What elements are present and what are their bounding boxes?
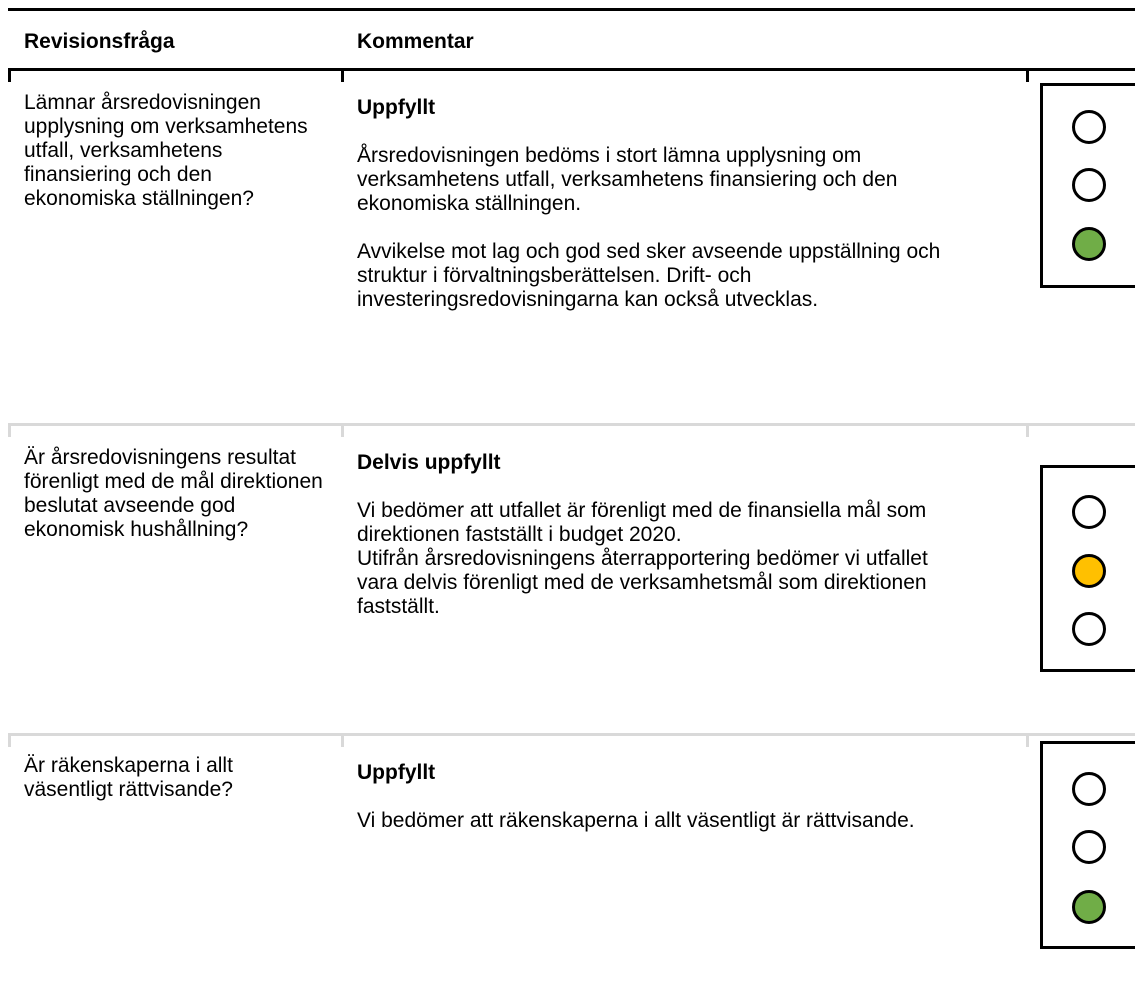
traffic-lamp-green — [1072, 612, 1106, 646]
cell-divider — [341, 733, 344, 747]
cell-divider — [8, 423, 11, 437]
cell-divider — [8, 733, 11, 747]
table-top-rule — [8, 8, 1135, 11]
traffic-lamp-yellow — [1072, 168, 1106, 202]
traffic-lamp-green — [1072, 890, 1106, 924]
cell-divider — [1026, 733, 1029, 747]
comment-paragraph: Vi bedömer att utfallet är förenligt med de finansiella mål som direktionen fastställt i budget 2020. — [357, 499, 927, 546]
status-label: Uppfyllt — [357, 96, 436, 119]
header-comment: Kommentar — [357, 30, 474, 53]
row-separator — [8, 423, 1135, 426]
comment-paragraph: Avvikelse mot lag och god sed sker avseende uppställning och struktur i förvaltningsberättelsen. Drift- och investeringsredovisningarna kan också utvecklas. — [357, 240, 941, 311]
traffic-lamp-red — [1072, 495, 1106, 529]
traffic-lamp-green — [1072, 227, 1106, 261]
table-row-comment — [357, 761, 967, 833]
row-separator — [8, 733, 1135, 736]
header-question: Revisionsfråga — [24, 30, 175, 53]
traffic-light-icon — [1040, 83, 1135, 288]
table-row-question: Är årsredovisningens resultat förenligt med de mål direktionen beslutat avseende god ekonomisk hushållning? — [24, 446, 323, 541]
comment-paragraph: Vi bedömer att räkenskaperna i allt väsentligt är rättvisande. — [357, 809, 915, 832]
traffic-light-icon — [1040, 465, 1135, 672]
table-row-question: Lämnar årsredovisningen upplysning om verksamhetens utfall, verksamhetens finansiering och den ekonomiska ställningen? — [24, 91, 308, 210]
traffic-lamp-red — [1072, 772, 1106, 806]
traffic-light-icon — [1040, 741, 1135, 949]
status-label: Delvis uppfyllt — [357, 451, 501, 474]
cell-divider — [1026, 423, 1029, 437]
table-row-comment — [357, 451, 967, 619]
cell-divider — [341, 423, 344, 437]
traffic-lamp-yellow — [1072, 554, 1106, 588]
comment-paragraph: Utifrån årsredovisningens återrapportering bedömer vi utfallet vara delvis förenligt med de verksamhetsmål som direktionen fastställt. — [357, 547, 928, 618]
traffic-lamp-red — [1072, 110, 1106, 144]
header-bottom-rule — [8, 68, 1135, 71]
table-row-comment — [357, 96, 967, 312]
cell-divider — [1026, 68, 1029, 82]
traffic-lamp-yellow — [1072, 830, 1106, 864]
comment-paragraph: Årsredovisningen bedöms i stort lämna upplysning om verksamhetens utfall, verksamhetens finansiering och den ekonomiska ställningen. — [357, 144, 898, 215]
cell-divider — [8, 68, 11, 82]
status-label: Uppfyllt — [357, 761, 436, 784]
cell-divider — [341, 68, 344, 82]
table-row-question: Är räkenskaperna i allt väsentligt rättvisande? — [24, 754, 233, 801]
